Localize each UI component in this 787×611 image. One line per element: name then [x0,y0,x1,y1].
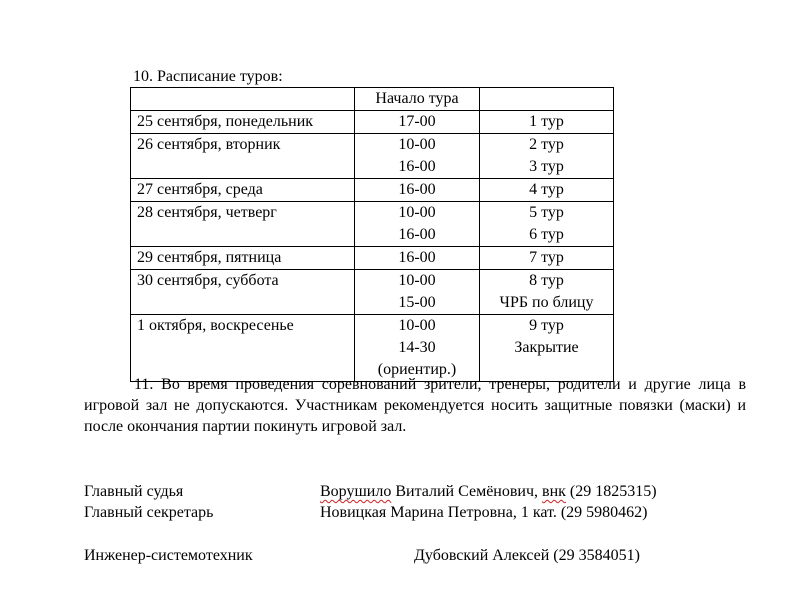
chief-judge-surname: Ворушило [320,483,392,500]
day-cell: 29 сентября, пятница [131,247,355,270]
tour-label: 7 тур [529,249,564,266]
start-time-cell [355,202,480,247]
rules-text: 11. Во время проведения соревнований зрители, тренеры, родители и другие лица в игровой зал не допускаются. Участникам рекомендуется носить защитные повязки (маски) и после окончания партии покинуть игровой зал. [84,376,746,435]
table-row [131,270,614,315]
tour-label: 3 тур [529,158,564,175]
start-time-cell [355,111,480,134]
header-day-cell [131,88,355,111]
signature-chief-judge-details [320,482,657,502]
start-time: 10-00 [398,317,436,334]
tour-label: 2 тур [529,136,564,153]
table-row [131,202,614,247]
start-time: 10-00 [398,272,436,289]
table-row [131,315,614,382]
signature-chief-secretary-role: Главный секретарь [84,504,214,521]
tour-cell [480,315,614,382]
day-cell: 25 сентября, понедельник [131,111,355,134]
start-time: 16-00 [398,249,436,266]
start-time-cell [355,179,480,202]
signature-chief-secretary-details: Новицкая Марина Петровна, 1 кат. (29 5980462) [320,504,648,521]
tour-cell [480,247,614,270]
table-header-row [131,88,614,111]
section-title: 10. Расписание туров: [133,68,283,85]
chief-judge-name: Виталий Семёнович, [391,483,543,500]
table-row [131,179,614,202]
start-time: 16-00 [398,158,436,175]
start-time-cell [355,270,480,315]
start-time: 15-00 [398,294,436,311]
start-time-cell [355,315,480,382]
start-time-cell [355,247,480,270]
day-cell: 27 сентября, среда [131,179,355,202]
table-row [131,247,614,270]
start-time: 10-00 [398,136,436,153]
signature-engineer-details: Дубовский Алексей (29 3584051) [414,547,640,564]
rules-paragraph [84,374,746,437]
start-time-cell [355,134,480,179]
tour-label: 1 тур [529,113,564,130]
tour-label: 4 тур [529,181,564,198]
day-cell: 26 сентября, вторник [131,134,355,179]
tour-cell [480,179,614,202]
tour-label: 8 тур [529,272,564,289]
start-time: (ориентир.) [377,361,457,378]
signature-chief-judge-role: Главный судья [84,483,184,500]
tour-label: ЧРБ по блицу [499,294,594,311]
header-start-cell: Начало тура [355,88,480,111]
start-time: 16-00 [398,181,436,198]
chief-judge-category: внк [542,483,566,500]
start-time: 16-00 [398,226,436,243]
start-time: 17-00 [398,113,436,130]
table-row [131,134,614,179]
header-tour-cell [480,88,614,111]
signature-engineer-role: Инженер-системотехник [84,547,253,564]
tour-label: Закрытие [514,339,579,356]
tour-cell [480,111,614,134]
tour-label: 9 тур [529,317,564,334]
tour-label: 5 тур [529,204,564,221]
day-cell: 28 сентября, четверг [131,202,355,247]
schedule-table [130,87,614,382]
tour-cell [480,202,614,247]
start-time: 10-00 [398,204,436,221]
table-row [131,111,614,134]
tour-cell [480,134,614,179]
tour-cell [480,270,614,315]
day-cell: 30 сентября, суббота [131,270,355,315]
day-cell: 1 октября, воскресенье [131,315,355,382]
start-time: 14-30 [398,339,436,356]
tour-label: 6 тур [529,226,564,243]
chief-judge-phone: (29 1825315) [565,483,657,500]
